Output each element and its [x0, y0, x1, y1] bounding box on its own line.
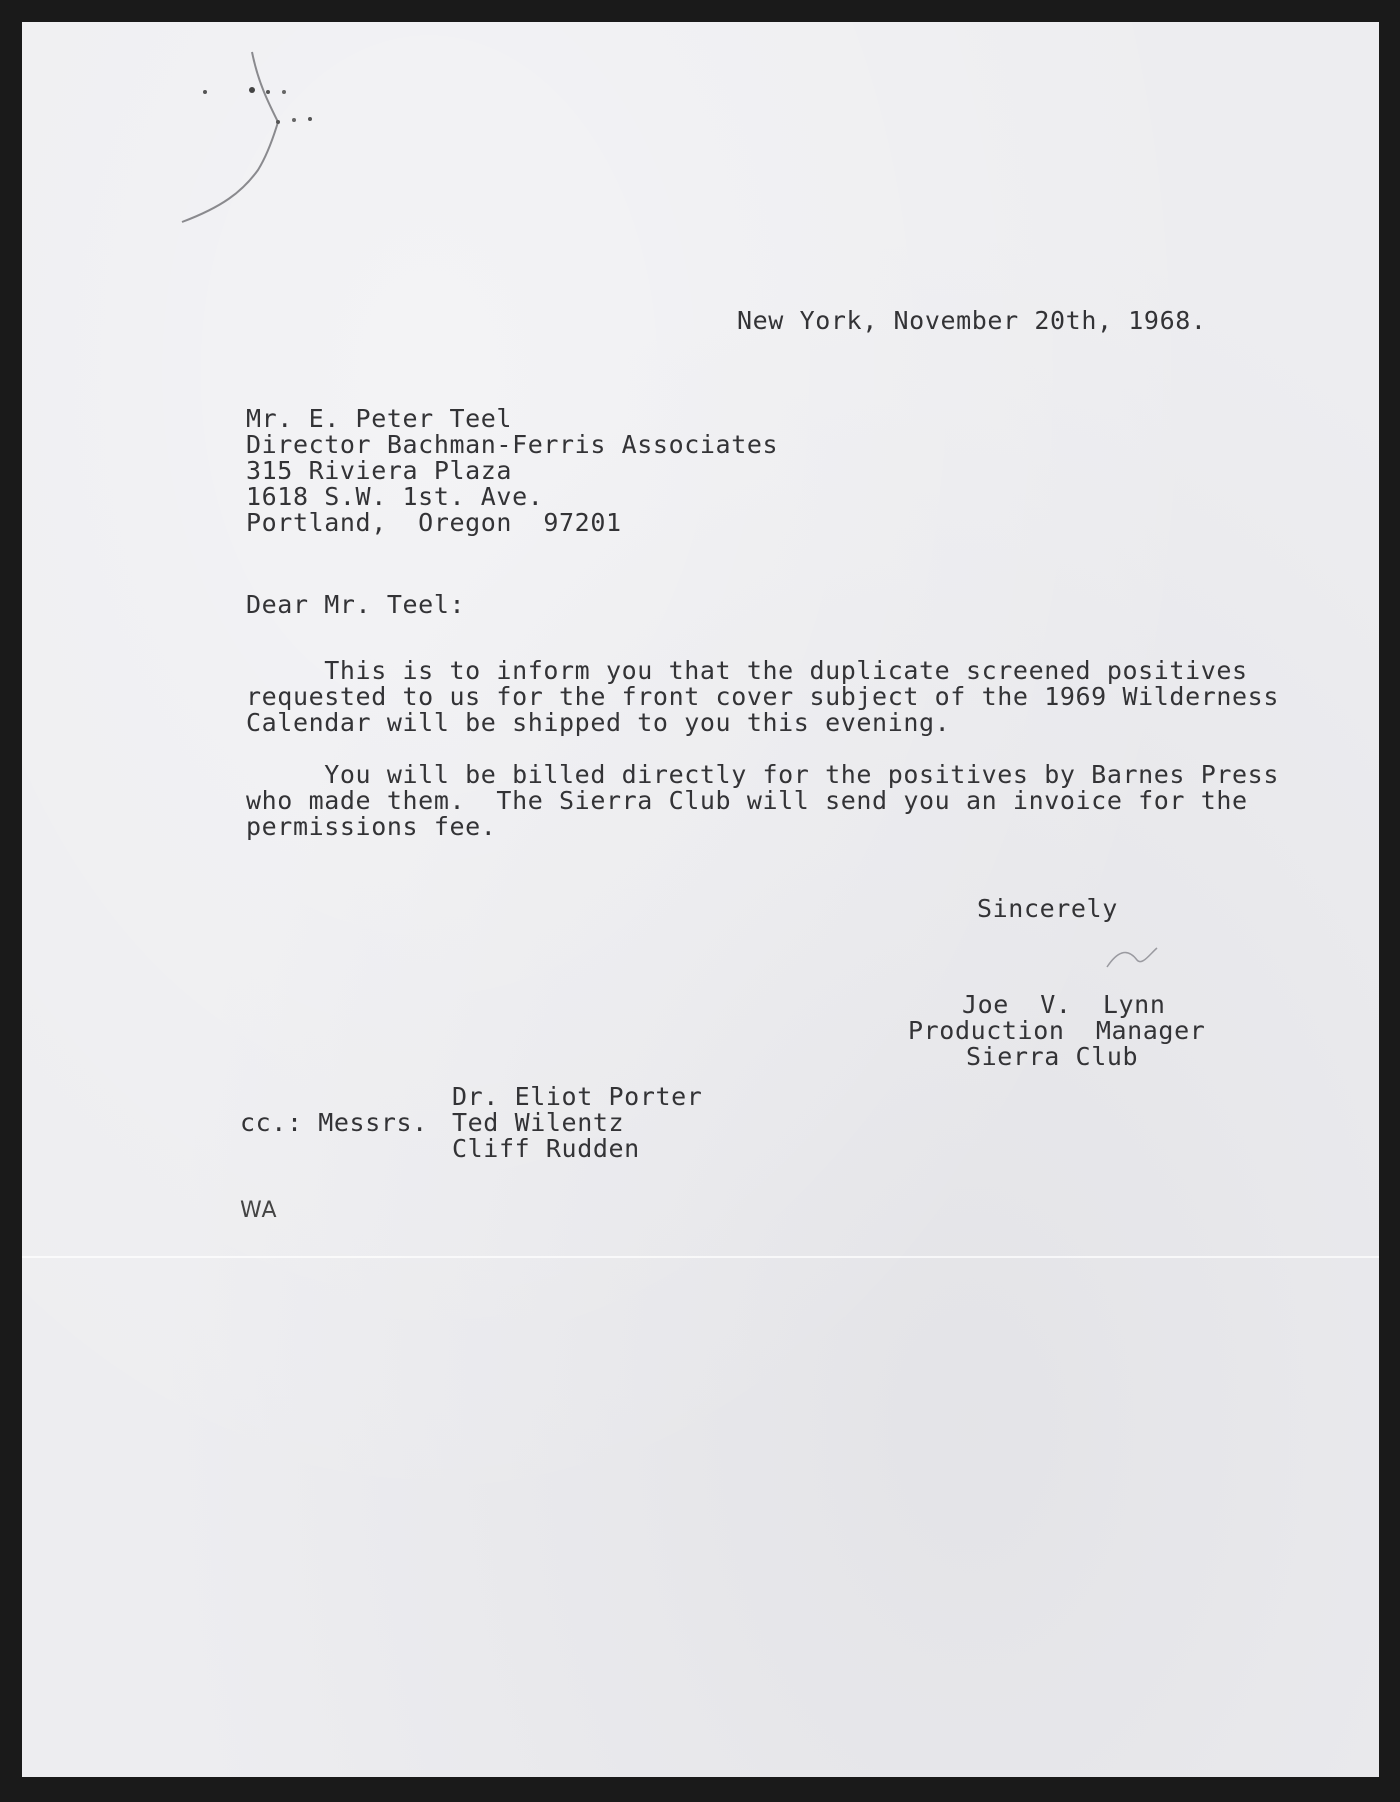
paragraph-2-line-3: permissions fee.: [246, 812, 497, 841]
torn-corner-mark: [22, 22, 362, 242]
paragraph-2-line-1: You will be billed directly for the positives by Barnes Press: [246, 760, 1279, 789]
date-line: New York, November 20th, 1968.: [737, 306, 1207, 335]
salutation: Dear Mr. Teel:: [246, 590, 466, 619]
typist-initials: WA: [240, 1198, 278, 1223]
paragraph-1-line-1: This is to inform you that the duplicate screened positives: [246, 656, 1248, 685]
paragraph-1-line-2: requested to us for the front cover subject of the 1969 Wilderness: [246, 682, 1279, 711]
cc-line-1: Dr. Eliot Porter: [452, 1082, 703, 1111]
cc-line-2: Ted Wilentz: [452, 1108, 625, 1137]
cc-line-3: Cliff Rudden: [452, 1134, 640, 1163]
signature-name: Joe V. Lynn: [962, 990, 1166, 1019]
signature-title: Production Manager: [908, 1016, 1206, 1045]
recipient-name: Mr. E. Peter Teel: [246, 404, 513, 433]
recipient-city: Portland, Oregon 97201: [246, 508, 622, 537]
recipient-address-1: 315 Riviera Plaza: [246, 456, 513, 485]
fold-line: [22, 1256, 1379, 1258]
signature-organization: Sierra Club: [966, 1042, 1139, 1071]
signature-mark: [1102, 942, 1162, 972]
letter-page: [22, 22, 1379, 1777]
cc-prefix: cc.: Messrs.: [240, 1108, 428, 1137]
paragraph-1-line-3: Calendar will be shipped to you this evening.: [246, 708, 951, 737]
paragraph-2-line-2: who made them. The Sierra Club will send you an invoice for the: [246, 786, 1248, 815]
recipient-address-2: 1618 S.W. 1st. Ave.: [246, 482, 544, 511]
closing: Sincerely: [977, 894, 1118, 923]
recipient-title: Director Bachman-Ferris Associates: [246, 430, 779, 459]
